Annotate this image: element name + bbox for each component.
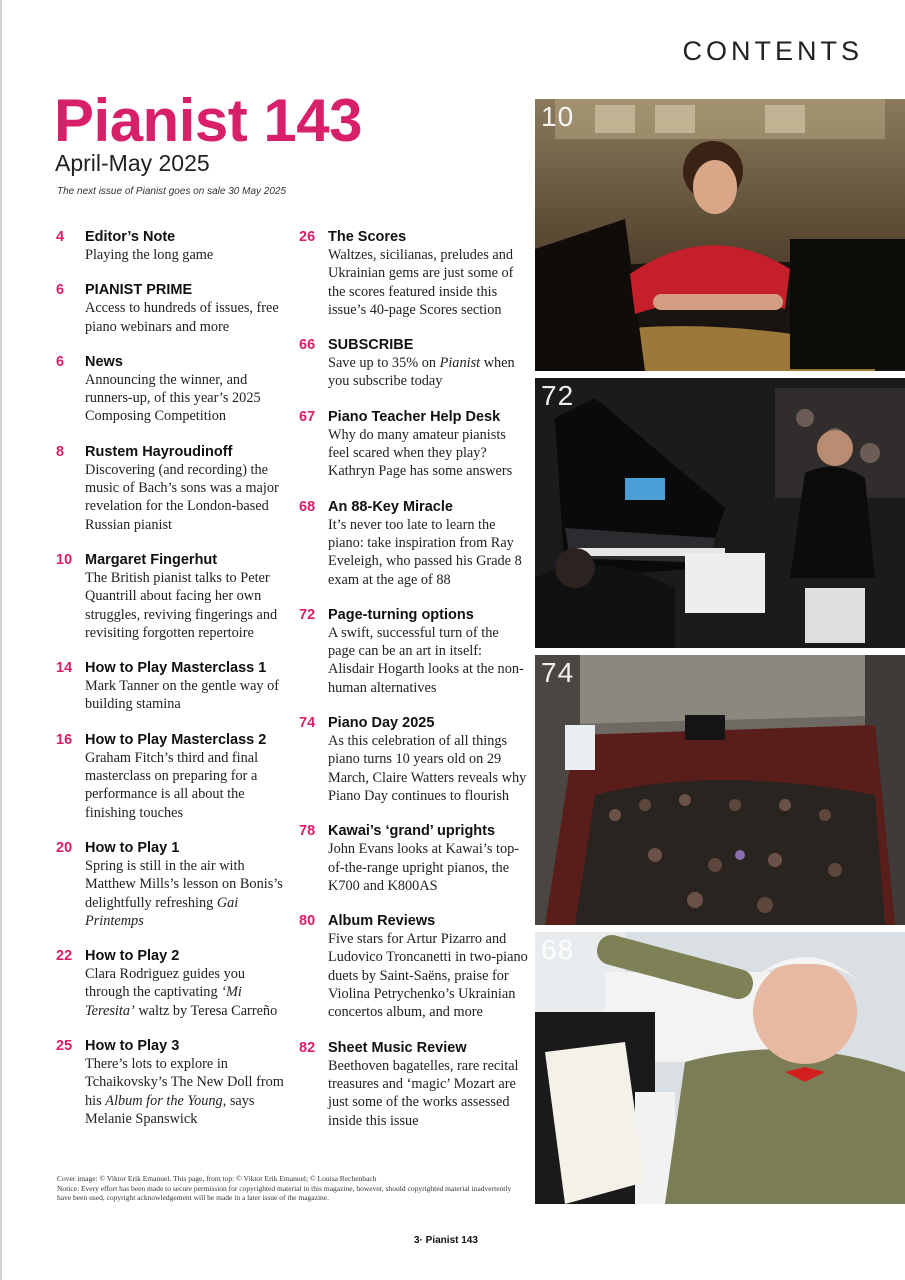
entry-page: 22 (56, 948, 73, 965)
entry-title: How to Play Masterclass 2 (85, 731, 267, 748)
entry-page: 72 (299, 606, 316, 623)
contents-entry[interactable] (299, 498, 529, 589)
entry-page: 26 (299, 229, 316, 245)
cover-credit: Cover image: © Viktor Erik Emanuel. This page, from top: © Viktor Erik Emanuel; © Louisa Rechenbach (57, 1174, 377, 1183)
contents-entry[interactable] (56, 947, 284, 1020)
entry-description: It’s never too late to learn the piano: take inspiration from Ray Eveleigh, who passed his Grade 8 exam at the age of 88 (328, 516, 522, 588)
entry-description (85, 857, 284, 930)
entry-title: SUBSCRIBE (328, 337, 414, 354)
contents-entry[interactable] (299, 606, 529, 697)
contents-entry[interactable] (56, 1037, 284, 1128)
entry-title: Margaret Fingerhut (85, 551, 218, 568)
entry-page: 74 (299, 715, 316, 732)
entry-page: 68 (299, 498, 316, 515)
elderly-pianist-image (535, 932, 905, 1204)
entry-title: Piano Day 2025 (328, 715, 435, 732)
piano-day-hall-image (535, 655, 905, 925)
contents-right-column (299, 228, 529, 1130)
contents-left-column (56, 228, 284, 1128)
entry-page: 10 (56, 551, 73, 568)
contents-entry[interactable] (299, 1039, 529, 1130)
entry-description-italic: Album for the Young (105, 1092, 223, 1109)
entry-title: Album Reviews (328, 913, 436, 930)
entry-description: Announcing the winner, and runners-up, of this year’s 2025 Composing Competition (85, 371, 261, 425)
pianist-portrait-image (535, 99, 905, 371)
entry-page: 6 (56, 353, 65, 370)
entry-description-text: Clara Rodriguez guides you through the captivating (85, 966, 246, 1001)
entry-title: An 88-Key Miracle (328, 498, 453, 515)
entry-title: Sheet Music Review (328, 1039, 467, 1056)
photo-page-number: 68 (541, 934, 575, 965)
contents-entry[interactable] (299, 822, 529, 895)
page-edge-rule (0, 0, 2, 1280)
photo-pianist-portrait[interactable] (535, 99, 905, 371)
entry-description (85, 965, 284, 1020)
entry-description-text: Spring is still in the air with Matthew Mills’s lesson on Bonis’s delightfully refreshing (85, 857, 283, 911)
entry-description: Beethoven bagatelles, rare recital treasures and ‘magic’ Mozart are just some of the works assessed inside this issue (328, 1057, 519, 1129)
entry-page: 20 (56, 839, 73, 856)
entry-description-tail: when you subscribe today (328, 355, 515, 390)
entry-description-italic: Pianist (439, 355, 481, 372)
entry-description: Discovering (and recording) the music of Bach’s sons was a major revelation for the London-based Russian pianist (85, 461, 279, 533)
entry-description-tail: waltz by Teresa Carreño (138, 1002, 278, 1019)
photo-piano-day-hall[interactable] (535, 655, 905, 925)
entry-title: How to Play 2 (85, 948, 180, 965)
issue-date: April-May 2025 (55, 150, 210, 176)
contents-entry[interactable] (56, 839, 284, 930)
entry-title: How to Play Masterclass 1 (85, 660, 267, 677)
entry-page: 4 (56, 229, 65, 245)
contents-entry[interactable] (56, 731, 284, 822)
entry-title: Rustem Hayroudinoff (85, 443, 233, 460)
entry-description: Five stars for Artur Pizarro and Ludovico Troncanetti in two-piano duets by Saint-Saëns, praise for Violina Petrychenko’s Ukrainian concertos album, and more (328, 931, 528, 1021)
entry-title: PIANIST PRIME (85, 282, 193, 299)
contents-entry[interactable] (56, 281, 284, 336)
copyright-notice: Notice: Every effort has been made to secure permission for copyrighted material in this magazine, however, should copyrighted material inadvertently have been used, copyright acknowledgement will be made in a later issue of the magazine. (57, 1183, 512, 1202)
entry-page: 66 (299, 337, 316, 354)
entry-page: 80 (299, 913, 316, 930)
magazine-title: Pianist 143 (54, 87, 363, 154)
entry-title: Piano Teacher Help Desk (328, 408, 501, 425)
contents-entry[interactable] (56, 228, 284, 264)
entry-page: 8 (56, 443, 65, 460)
contents-entry[interactable] (56, 659, 284, 714)
entry-title: How to Play 3 (85, 1038, 180, 1055)
photo-credits (57, 1174, 527, 1203)
entry-title: News (85, 353, 123, 370)
entry-description: As this celebration of all things piano turns 10 years old on 29 March, Claire Watters reveals why Piano Day continues to flourish (328, 733, 527, 804)
entry-page: 67 (299, 408, 316, 425)
entry-description: Playing the long game (85, 247, 214, 263)
entry-page: 82 (299, 1039, 316, 1056)
contents-entry[interactable] (299, 408, 529, 481)
photo-concert-pianist[interactable] (535, 378, 905, 648)
entry-title: Kawai’s ‘grand’ uprights (328, 823, 496, 840)
photo-page-number: 74 (541, 657, 575, 688)
entry-title: Editor’s Note (85, 229, 176, 245)
section-label: CONTENTS (682, 36, 863, 66)
contents-entry[interactable] (299, 912, 529, 1021)
photo-page-number: 10 (541, 101, 575, 132)
contents-entry[interactable] (56, 551, 284, 642)
page-folio: 3· Pianist 143 (414, 1235, 478, 1246)
entry-description (328, 354, 529, 391)
entry-title: Page-turning options (328, 606, 474, 623)
entry-description-text: Save up to 35% on (328, 355, 437, 372)
entry-page: 6 (56, 282, 65, 299)
entry-description: The British pianist talks to Peter Quantrill about facing her own struggles, reviving fingerings and revisiting forgotten repertoire (85, 569, 278, 641)
entry-page: 78 (299, 823, 316, 840)
photo-elderly-pianist[interactable] (535, 932, 905, 1204)
next-issue-note: The next issue of Pianist goes on sale 30 May 2025 (57, 186, 287, 197)
contents-entry[interactable] (56, 443, 284, 534)
entry-description (85, 1055, 284, 1128)
entry-description-italic: ‘Mi Teresita’ (85, 984, 242, 1019)
entry-title: How to Play 1 (85, 839, 180, 856)
entry-description-tail: , says Melanie Spanswick (85, 1092, 255, 1127)
entry-description: Access to hundreds of issues, free piano webinars and more (85, 300, 279, 335)
contents-entry[interactable] (299, 714, 529, 805)
concert-pianist-image (535, 378, 905, 648)
contents-entry[interactable] (299, 336, 529, 391)
entry-page: 25 (56, 1038, 73, 1055)
entry-page: 16 (56, 731, 73, 748)
entry-description: A swift, successful turn of the page can be an art in itself: Alisdair Hogarth looks at the non-human alternatives (328, 624, 524, 696)
entry-description: Mark Tanner on the gentle way of building stamina (85, 678, 280, 713)
entry-page: 14 (56, 660, 73, 677)
entry-description: Why do many amateur pianists feel scared when they play? Kathryn Page has some answers (328, 426, 513, 480)
entry-description: Waltzes, sicilianas, preludes and Ukrainian gems are just some of the scores featured inside this issue’s 40-page Scores section (328, 247, 514, 318)
entry-description: John Evans looks at Kawai’s top-of-the-range upright pianos, the K700 and K800AS (328, 841, 519, 894)
entry-description-italic: Gai Printemps (85, 894, 239, 929)
entry-title: The Scores (328, 229, 407, 245)
contents-entry[interactable] (56, 353, 284, 426)
contents-entry[interactable] (299, 228, 529, 319)
photo-page-number: 72 (541, 380, 575, 411)
entry-description: Graham Fitch’s third and final masterclass on preparing for a performance is all about the finishing touches (85, 749, 259, 821)
entry-description-text: There’s lots to explore in Tchaikovsky’s The New Doll from his (85, 1056, 284, 1109)
